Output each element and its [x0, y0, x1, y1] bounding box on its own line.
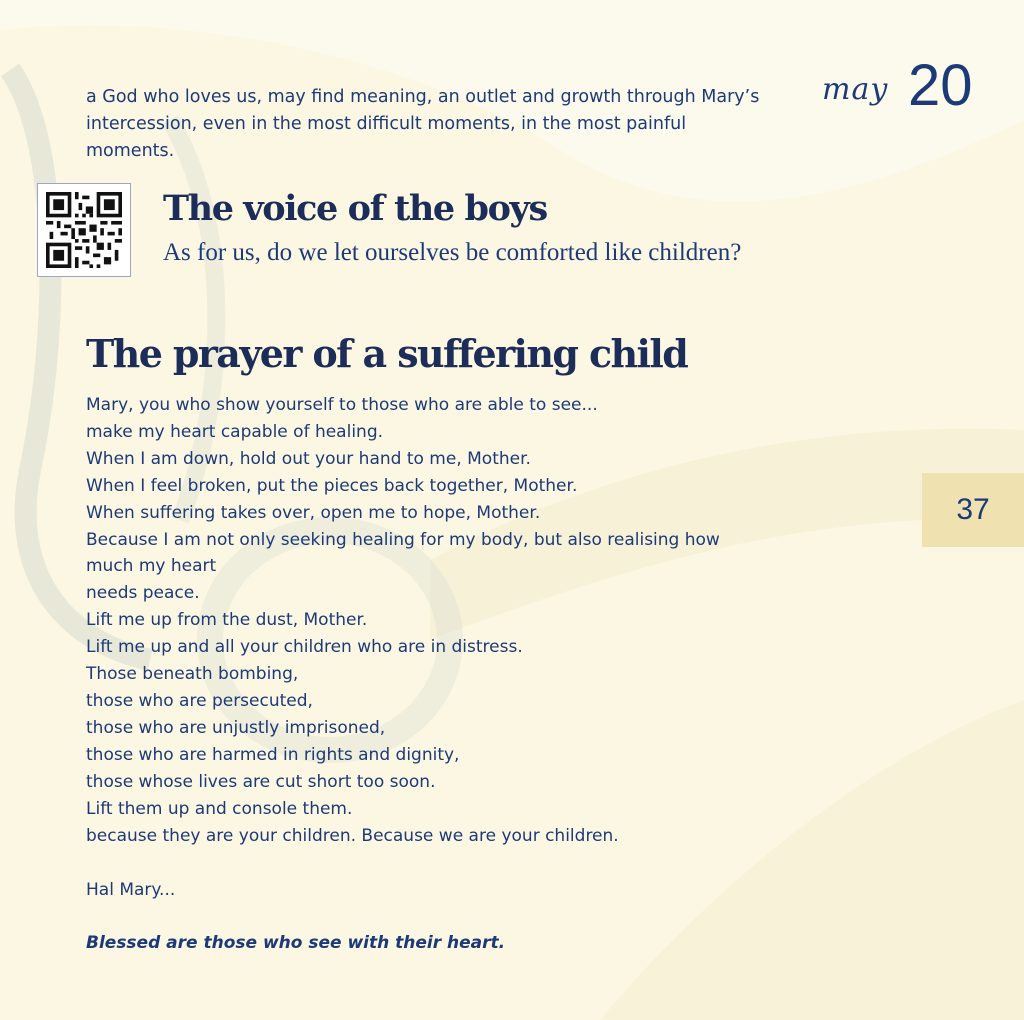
voice-section-title: The voice of the boys [163, 188, 547, 229]
date-day: 20 [908, 53, 973, 118]
prayer-line: Those beneath bombing, [86, 664, 299, 685]
prayer-line: make my heart capable of healing. [86, 421, 384, 442]
prayer-line: Mary, you who show yourself to those who are able to see... [86, 395, 598, 415]
prayer-line: those who are unjustly imprisoned, [86, 717, 386, 738]
blessing-line: Blessed are those who see with their heart. [86, 933, 506, 953]
prayer-line: those who are harmed in rights and dignity, [86, 744, 460, 765]
prayer-closing: Hal Mary... [86, 880, 176, 900]
intro-paragraph: a God who loves us, may find meaning, an outlet and growth through Mary’s intercession, even in the most difficult moments, in the most painful moments. [86, 87, 760, 161]
prayer-line: those who are persecuted, [86, 690, 313, 711]
voice-section-question: As for us, do we let ourselves be comforted like children? [163, 239, 742, 266]
prayer-line: Lift me up from the dust, Mother. [86, 610, 368, 631]
prayer-line: needs peace. [86, 583, 200, 604]
prayer-section-title: The prayer of a suffering child [86, 331, 688, 376]
qr-code-pattern [46, 191, 122, 269]
prayer-line: those whose lives are cut short too soon. [86, 771, 436, 792]
date-month: may [822, 72, 889, 107]
prayer-line: When I feel broken, put the pieces back together, Mother. [86, 475, 578, 496]
prayer-line: Because I am not only seeking healing for my body, but also realising how [86, 529, 720, 550]
prayer-line: Lift me up and all your children who are in distress. [86, 637, 523, 658]
prayer-line: When I am down, hold out your hand to me, Mother. [86, 448, 531, 469]
prayer-line: much my heart [86, 556, 217, 577]
qr-code[interactable] [37, 183, 131, 277]
prayer-line: because they are your children. Because we are your children. [86, 825, 619, 846]
prayer-line: Lift them up and console them. [86, 798, 353, 819]
date-header [818, 52, 993, 122]
page-number: 37 [922, 473, 1024, 547]
prayer-text [86, 392, 846, 849]
prayer-line: When suffering takes over, open me to hope, Mother. [86, 502, 541, 523]
